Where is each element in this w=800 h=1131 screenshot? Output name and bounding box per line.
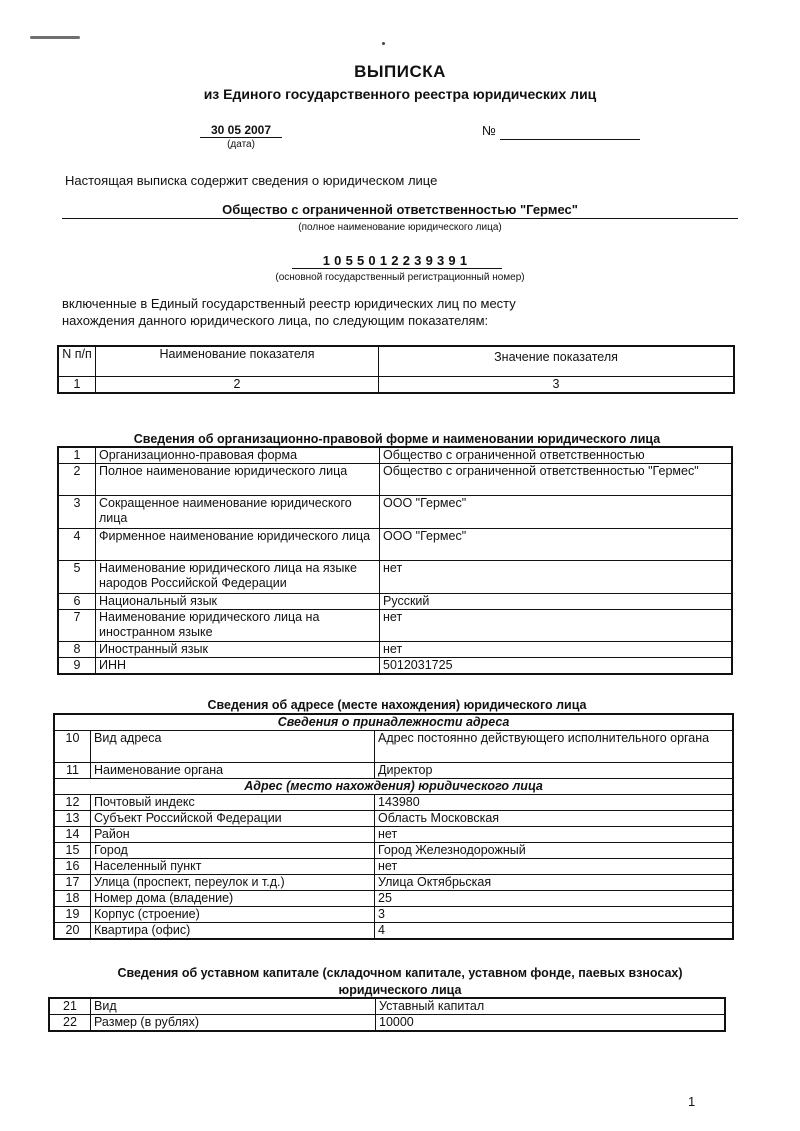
row-indicator-value: 5012031725	[380, 658, 733, 675]
legend-table	[57, 345, 735, 394]
row-number: 20	[54, 923, 91, 940]
scan-dot	[382, 42, 385, 45]
row-indicator-name: Размер (в рублях)	[91, 1015, 376, 1032]
scan-mark	[30, 36, 80, 39]
table-row	[58, 642, 732, 658]
section-title-legal-form: Сведения об организационно-правовой форме и наименовании юридического лица	[133, 432, 661, 446]
row-indicator-value: Область Московская	[375, 811, 734, 827]
row-number: 3	[58, 496, 96, 529]
row-indicator-value: 143980	[375, 795, 734, 811]
table-row	[58, 464, 732, 496]
table-row	[54, 795, 733, 811]
row-indicator-name: Город	[91, 843, 375, 859]
row-number: 1	[58, 447, 96, 464]
row-number: 17	[54, 875, 91, 891]
document-subtitle: из Единого государственного реестра юридических лиц	[203, 86, 597, 102]
number-blank-line	[500, 139, 640, 140]
table-row	[58, 658, 732, 675]
row-indicator-name: Фирменное наименование юридического лица	[96, 529, 380, 561]
subheader-address-location: Адрес (место нахождения) юридического лица	[54, 779, 733, 795]
row-number: 4	[58, 529, 96, 561]
entity-full-name: Общество с ограниченной ответственностью "Гермес"	[62, 202, 738, 219]
table-row	[54, 859, 733, 875]
legend-col-name: Наименование показателя	[96, 346, 379, 376]
legend-num-3: 3	[379, 376, 735, 393]
table-row	[54, 827, 733, 843]
row-indicator-name: Вид	[91, 998, 376, 1015]
table-row	[58, 561, 732, 594]
row-indicator-value: Директор	[375, 763, 734, 779]
row-indicator-name: Населенный пункт	[91, 859, 375, 875]
row-indicator-value: Общество с ограниченной ответственностью "Гермес"	[380, 464, 733, 496]
page-number: 1	[688, 1094, 696, 1109]
row-indicator-value: 4	[375, 923, 734, 940]
row-indicator-value: нет	[380, 642, 733, 658]
table-row	[54, 843, 733, 859]
entity-full-name-caption: (полное наименование юридического лица)	[298, 222, 502, 233]
row-indicator-value: Уставный капитал	[376, 998, 726, 1015]
table-row	[58, 529, 732, 561]
row-number: 22	[49, 1015, 91, 1032]
row-number: 10	[54, 731, 91, 763]
number-sign: №	[482, 123, 496, 138]
row-indicator-name: Организационно-правовая форма	[96, 447, 380, 464]
row-indicator-name: Наименование органа	[91, 763, 375, 779]
row-number: 15	[54, 843, 91, 859]
row-number: 12	[54, 795, 91, 811]
row-indicator-value: Русский	[380, 594, 733, 610]
row-number: 14	[54, 827, 91, 843]
row-number: 13	[54, 811, 91, 827]
row-indicator-value: 25	[375, 891, 734, 907]
row-indicator-name: Наименование юридического лица на языке народов Российской Федерации	[96, 561, 380, 594]
legend-num-1: 1	[58, 376, 96, 393]
row-indicator-value: нет	[375, 827, 734, 843]
row-number: 18	[54, 891, 91, 907]
intro-text: Настоящая выписка содержит сведения о юридическом лице	[65, 173, 438, 188]
section-title-capital-line2: юридического лица	[338, 983, 462, 997]
entity-ogrn: 1055012239391	[292, 253, 502, 269]
table-row	[49, 1015, 725, 1032]
row-indicator-name: Полное наименование юридического лица	[96, 464, 380, 496]
date-caption: (дата)	[227, 139, 255, 150]
legend-col-number: N п/п	[58, 346, 96, 376]
row-indicator-value: ООО "Гермес"	[380, 496, 733, 529]
table-row	[54, 763, 733, 779]
row-indicator-name: Национальный язык	[96, 594, 380, 610]
row-indicator-name: Вид адреса	[91, 731, 375, 763]
document-date: 30 05 2007	[200, 123, 282, 138]
section-title-capital-line1: Сведения об уставном капитале (складочном капитале, уставном фонде, паевых взносах)	[117, 966, 683, 980]
row-indicator-name: Наименование юридического лица на иностранном языке	[96, 610, 380, 642]
table-row	[54, 811, 733, 827]
table-row	[58, 594, 732, 610]
table-row	[54, 923, 733, 940]
row-number: 16	[54, 859, 91, 875]
row-indicator-value: Город Железнодорожный	[375, 843, 734, 859]
row-indicator-value: нет	[380, 610, 733, 642]
document-title: ВЫПИСКА	[354, 62, 446, 81]
row-indicator-value: нет	[375, 859, 734, 875]
table-row	[58, 496, 732, 529]
row-indicator-name: Квартира (офис)	[91, 923, 375, 940]
row-number: 21	[49, 998, 91, 1015]
row-number: 11	[54, 763, 91, 779]
table-row	[49, 998, 725, 1015]
row-number: 8	[58, 642, 96, 658]
row-number: 9	[58, 658, 96, 675]
included-text: включенные в Единый государственный реестр юридических лиц по месту нахождения данного юридического лица, по следующим показателям:	[62, 296, 516, 328]
section-title-address: Сведения об адресе (месте нахождения) юридического лица	[207, 698, 587, 712]
address-table	[53, 713, 734, 940]
table-row	[54, 891, 733, 907]
legend-col-value: Значение показателя	[379, 346, 735, 376]
row-indicator-name: Почтовый индекс	[91, 795, 375, 811]
row-indicator-name: Номер дома (владение)	[91, 891, 375, 907]
row-indicator-value: Адрес постоянно действующего исполнительного органа	[375, 731, 734, 763]
table-subheader-row	[54, 714, 733, 731]
table-subheader-row	[54, 779, 733, 795]
row-number: 7	[58, 610, 96, 642]
subheader-address-ownership: Сведения о принадлежности адреса	[54, 714, 733, 731]
table-row	[54, 731, 733, 763]
row-number: 5	[58, 561, 96, 594]
legal-form-table	[57, 446, 733, 675]
row-indicator-name: Улица (проспект, переулок и т.д.)	[91, 875, 375, 891]
row-number: 2	[58, 464, 96, 496]
row-indicator-name: Сокращенное наименование юридического лица	[96, 496, 380, 529]
legend-num-2: 2	[96, 376, 379, 393]
row-indicator-value: Улица Октябрьская	[375, 875, 734, 891]
row-indicator-name: Иностранный язык	[96, 642, 380, 658]
table-row	[58, 610, 732, 642]
row-indicator-name: Район	[91, 827, 375, 843]
row-indicator-name: Субъект Российской Федерации	[91, 811, 375, 827]
row-indicator-value: Общество с ограниченной ответственностью	[380, 447, 733, 464]
entity-ogrn-caption: (основной государственный регистрационный номер)	[275, 272, 525, 283]
row-indicator-value: 10000	[376, 1015, 726, 1032]
row-indicator-name: Корпус (строение)	[91, 907, 375, 923]
row-indicator-value: 3	[375, 907, 734, 923]
row-indicator-name: ИНН	[96, 658, 380, 675]
capital-table	[48, 997, 726, 1032]
row-number: 19	[54, 907, 91, 923]
row-indicator-value: нет	[380, 561, 733, 594]
row-indicator-value: ООО "Гермес"	[380, 529, 733, 561]
table-row	[54, 875, 733, 891]
table-row	[58, 447, 732, 464]
row-number: 6	[58, 594, 96, 610]
table-row	[54, 907, 733, 923]
